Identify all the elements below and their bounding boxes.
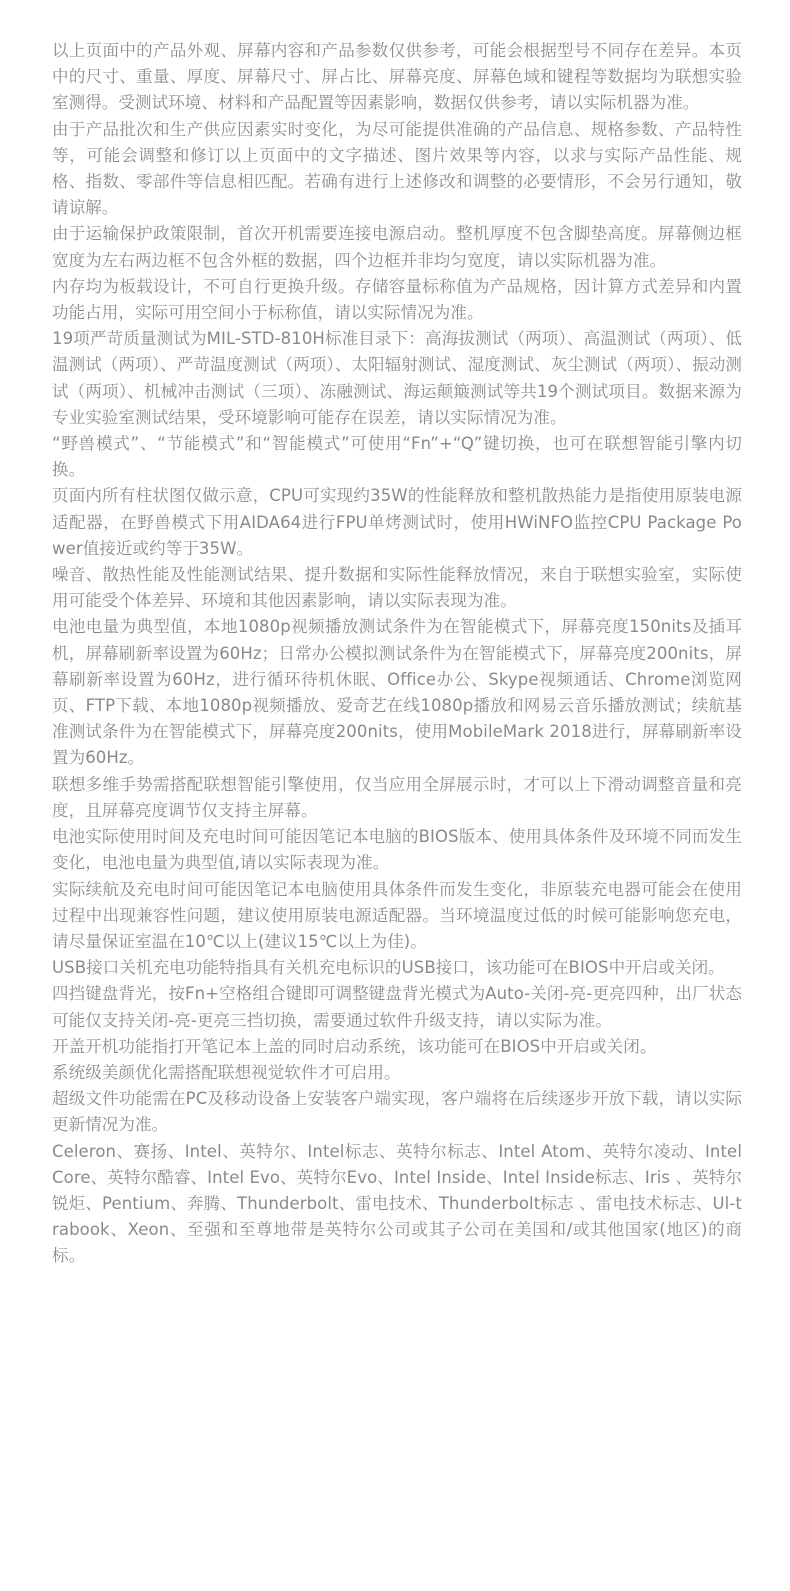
note-usb-charging: USB接口关机充电功能特指具有关机充电标识的USB接口，该功能可在BIOS中开启或关闭。 (52, 958, 725, 978)
note-beauty-optimization: 系统级美颜优化需搭配联想视觉软件才可启用。 (52, 1062, 401, 1082)
note-mil-std-tests: 19项严苛质量测试为MIL-STD-810H标准目录下：高海拔测试（两项）、高温测试（两项）、低温测试（两项）、严苛温度测试（两项）、太阳辐射测试、湿度测试、灰尘测试（两项）、振动测试（两项）、机械冲击测试（三项）、冻融测试、海运颠簸测试等共19个测试项目。数据来源为专业实验室测试结果，受环境影响可能存在误差，请以实际情况为准。 (52, 329, 742, 427)
note-intel-trademarks: Celeron、赛扬、Intel、英特尔、Intel标志、英特尔标志、Intel Atom、英特尔凌动、Intel Core、英特尔酷睿、Intel Evo、英特尔Evo、Intel Inside、Intel Inside标志、Iris 、英特尔锐炬、Pentium、奔腾、Thunderbolt、雷电技术、Thunderbolt标志 、雷电技术标志、Ul-trabook、Xeon、至强和至尊地带是英特尔公司或其子公司在美国和/或其他国家(地区)的商标。 (52, 1141, 742, 1266)
note-product-revision: 由于产品批次和生产供应因素实时变化，为尽可能提供准确的产品信息、规格参数、产品特性等，可能会调整和修订以上页面中的文字描述、图片效果等内容，以求与实际产品性能、规格、指数、零部件等信息相匹配。若确有进行上述修改和调整的必要情形，不会另行通知，敬请谅解。 (52, 119, 742, 218)
note-performance-modes: “野兽模式”、“节能模式”和“智能模式”可使用“Fn”+“Q”键切换，也可在联想智能引擎内切换。 (52, 434, 742, 480)
note-charging: 实际续航及充电时间可能因笔记本电脑使用具体条件而发生变化，非原装充电器可能会在使用过程中出现兼容性问题，建议使用原装电源适配器。当环境温度过低的时候可能影响您充电，请尽量保证室温在10℃以上(建议15℃以上为佳)。 (52, 879, 742, 951)
disclaimer-notes (52, 38, 742, 1270)
note-transport-power: 由于运输保护政策限制，首次开机需要连接电源启动。整机厚度不包含脚垫高度。屏幕侧边框宽度为左右两边框不包含外框的数据，四个边框并非均匀宽度，请以实际机器为准。 (52, 224, 742, 270)
note-super-file: 超级文件功能需在PC及移动设备上安装客户端实现，客户端将在后续逐步开放下载，请以实际更新情况为准。 (52, 1089, 742, 1135)
note-keyboard-backlight: 四挡键盘背光，按Fn+空格组合键即可调整键盘背光模式为Auto-关闭-亮-更亮四种，出厂状态可能仅支持关闭-亮-更亮三挡切换，需要通过软件升级支持，请以实际为准。 (52, 984, 742, 1030)
note-noise-thermal: 噪音、散热性能及性能测试结果、提升数据和实际性能释放情况，来自于联想实验室，实际使用可能受个体差异、环境和其他因素影响，请以实际表现为准。 (52, 565, 742, 611)
note-gestures: 联想多维手势需搭配联想智能引擎使用，仅当应用全屏展示时，才可以上下滑动调整音量和亮度，且屏幕亮度调节仅支持主屏幕。 (52, 774, 742, 820)
note-cpu-power: 页面内所有柱状图仅做示意，CPU可实现约35W的性能释放和整机散热能力是指使用原装电源适配器，在野兽模式下用AIDA64进行FPU单烤测试时，使用HWiNFO监控CPU Package Power值接近或约等于35W。 (52, 486, 742, 558)
note-product-appearance: 以上页面中的产品外观、屏幕内容和产品参数仅供参考，可能会根据型号不同存在差异。本页中的尺寸、重量、厚度、屏幕尺寸、屏占比、屏幕亮度、屏幕色域和键程等数据均为联想实验室测得。受测试环境、材料和产品配置等因素影响，数据仅供参考，请以实际机器为准。 (52, 41, 742, 113)
note-battery-bios: 电池实际使用时间及充电时间可能因笔记本电脑的BIOS版本、使用具体条件及环境不同而发生变化，电池电量为典型值,请以实际表现为准。 (52, 827, 742, 873)
note-battery-tests: 电池电量为典型值，本地1080p视频播放测试条件为在智能模式下，屏幕亮度150nits及插耳机，屏幕刷新率设置为60Hz；日常办公模拟测试条件为在智能模式下，屏幕亮度200nits，屏幕刷新率设置为60Hz，进行循环待机休眠、Office办公、Skype视频通话、Chrome浏览网页、FTP下载、本地1080p视频播放、爱奇艺在线1080p播放和网易云音乐播放测试；续航基准测试条件为在智能模式下，屏幕亮度200nits，使用MobileMark 2018进行，屏幕刷新率设置为60Hz。 (52, 617, 742, 768)
note-memory-storage: 内存均为板载设计，不可自行更换升级。存储容量标称值为产品规格，因计算方式差异和内置功能占用，实际可用空间小于标称值，请以实际情况为准。 (52, 276, 742, 323)
note-lid-boot: 开盖开机功能指打开笔记本上盖的同时启动系统，该功能可在BIOS中开启或关闭。 (52, 1036, 657, 1056)
